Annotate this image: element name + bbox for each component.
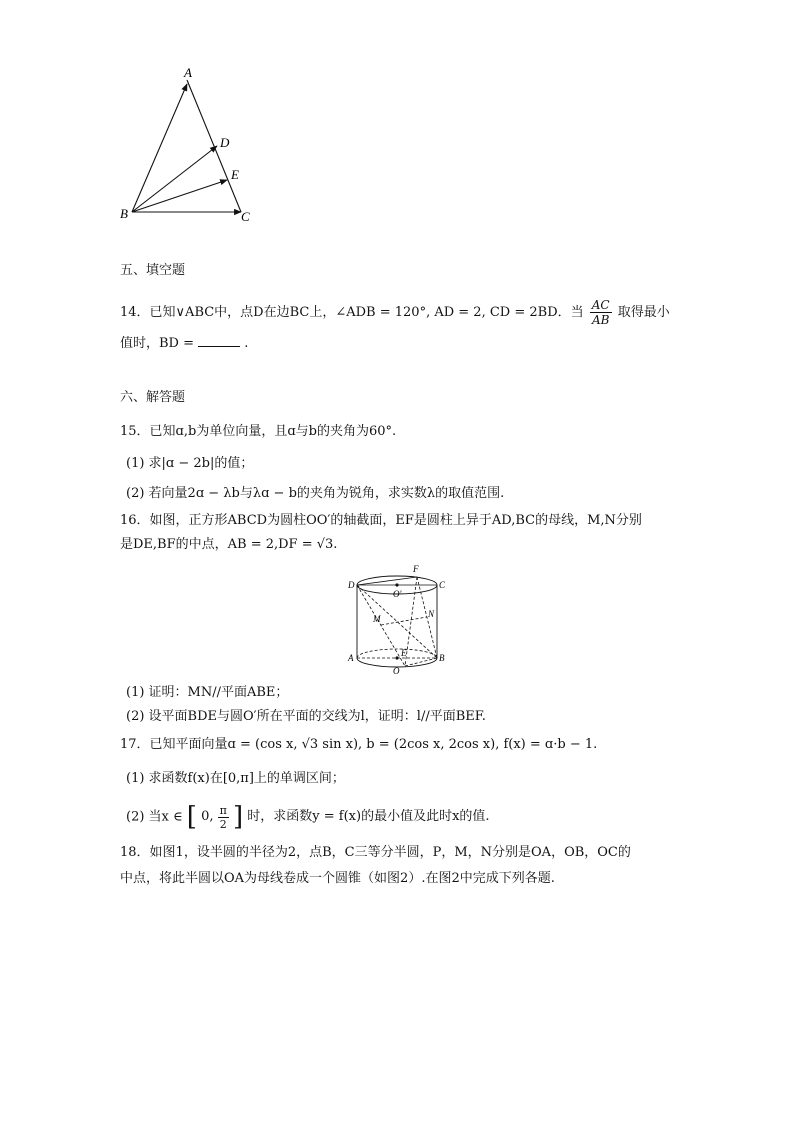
q17-frac-den: 2 — [219, 817, 227, 831]
label-o1: O′ — [393, 589, 402, 599]
segment-be — [132, 180, 227, 212]
question-14-line2 — [120, 334, 248, 354]
segment-ac — [187, 80, 241, 212]
label-e: E — [231, 167, 239, 182]
segment-bd — [132, 146, 217, 212]
q14-tail: 取得最小 — [617, 305, 670, 320]
generator-ef — [405, 577, 417, 666]
question-15-part1: (1) 求|ɑ − 2b|的值； — [126, 456, 254, 471]
q17-interval: [ — [186, 802, 197, 832]
section-5-title: 五、填空题 — [120, 263, 186, 278]
question-17-stem: 17．已知平面向量ɑ = (cos x, √3 sin x), b = (2cos x, 2cos x), f(x) = ɑ·b − 1. — [120, 737, 598, 752]
segment-df — [357, 577, 417, 585]
triangle-vector-figure — [110, 60, 270, 230]
q17-part2-post: 时，求函数y = f(x)的最小值及此时x的值. — [247, 809, 490, 824]
q14-frac-den: AB — [591, 313, 610, 327]
q17-interval-close: ] — [233, 802, 244, 832]
label-a: A — [184, 65, 192, 80]
q17-frac-num: π — [219, 803, 227, 817]
q17-fraction — [218, 804, 229, 831]
label-f: F — [413, 564, 419, 574]
section-6-title: 六、解答题 — [120, 390, 186, 405]
question-14-line1 — [120, 298, 670, 327]
label-o: O — [393, 666, 400, 676]
label-m: M — [373, 614, 381, 624]
q14-frac-num: AC — [591, 298, 610, 312]
label-n: N — [428, 609, 435, 619]
q14-line2-post: . — [244, 336, 249, 351]
label-e: E — [401, 648, 407, 658]
question-15-part2: (2) 若向量2ɑ − λb与λɑ − b的夹角为锐角，求实数λ的取值范围. — [126, 486, 505, 501]
q14-text: 14．已知∨ABC中，点D在边BC上，∠ADB = 120°, AD = 2, CD = 2BD．当 — [120, 305, 584, 320]
question-16-part2: (2) 设平面BDE与圆O′所在平面的交线为l，证明：l//平面BEF. — [126, 709, 486, 724]
label-d: D — [348, 580, 355, 590]
question-17-part1: (1) 求函数f(x)在[0,π]上的单调区间； — [126, 771, 345, 786]
question-16-part1: (1) 证明：MN//平面ABE； — [126, 685, 289, 700]
segment-ab — [132, 84, 187, 212]
cylinder-figure — [345, 560, 455, 678]
question-16-line2: 是DE,BF的中点，AB = 2,DF = √3. — [120, 537, 338, 552]
q14-line2-pre: 值时，BD = — [120, 336, 195, 351]
question-18-line2: 中点，将此半圆以OA为母线卷成一个圆锥（如图2）.在图2中完成下列各题. — [120, 871, 555, 886]
center-o — [395, 656, 398, 659]
label-c: C — [439, 580, 446, 590]
question-17-part2 — [126, 800, 490, 835]
label-b: B — [439, 653, 445, 663]
label-c: C — [241, 209, 250, 224]
label-d: D — [220, 135, 230, 150]
question-15-stem: 15．已知ɑ,b为单位向量，且ɑ与b的夹角为60°. — [120, 424, 397, 439]
q17-part2-pre: (2) 当x ∈ — [126, 809, 183, 825]
label-b: B — [120, 206, 128, 221]
question-18-line1: 18．如图1，设半圆的半径为2，点B，C三等分半圆，P，M，N分别是OA，OB，OC的 — [120, 845, 631, 860]
answer-blank[interactable] — [198, 334, 240, 347]
q14-fraction — [590, 298, 612, 327]
center-o1 — [395, 583, 398, 586]
label-a: A — [348, 653, 354, 663]
segment-mn — [381, 617, 427, 625]
question-16-line1: 16．如图，正方形ABCD为圆柱OO′的轴截面，EF是圆柱上异于AD,BC的母线，M,N分别 — [120, 513, 642, 528]
q17-interval-left: 0, — [201, 809, 214, 824]
